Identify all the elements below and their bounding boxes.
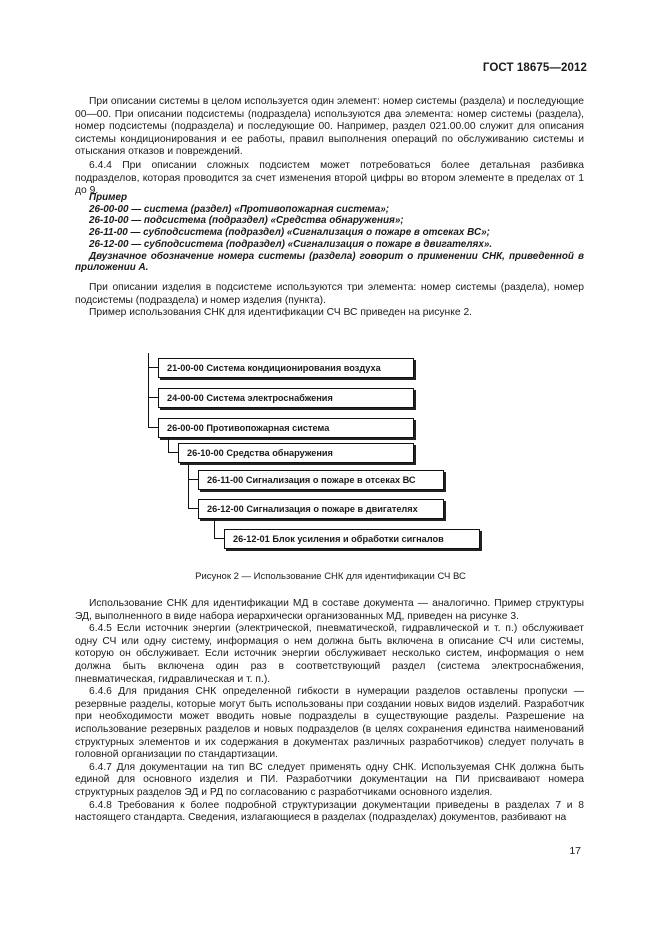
diagram-box-26-10-00: 26-10-00 Средства обнаружения bbox=[178, 443, 414, 463]
branch-line bbox=[188, 479, 198, 480]
standard-header: ГОСТ 18675—2012 bbox=[482, 62, 587, 74]
diagram-box-21-00-00: 21-00-00 Система кондиционирования воздуха bbox=[158, 358, 414, 378]
branch-line bbox=[168, 452, 178, 453]
paragraph-6-4-4: 6.4.4 При описании сложных подсистем может потребоваться более детальная разбивка подразделов, которая проводится за счет изменения второй цифры во втором элементе в пределах от 1 до 9. bbox=[75, 159, 584, 197]
diagram-box-26-12-00: 26-12-00 Сигнализация о пожаре в двигателях bbox=[198, 499, 444, 519]
example-line: 26-10-00 — подсистема (подраздел) «Средства обнаружения»; bbox=[89, 215, 404, 227]
branch-line bbox=[188, 508, 198, 509]
example-line: 26-12-00 — субподсистема (подраздел) «Сигнализация о пожаре в двигателях». bbox=[89, 238, 493, 250]
diagram-box-26-11-00: 26-11-00 Сигнализация о пожаре в отсеках ВС bbox=[198, 470, 444, 490]
example-line: 26-00-00 — система (раздел) «Противопожарная система»; bbox=[89, 203, 390, 215]
example-title: Пример bbox=[89, 192, 127, 203]
example-line: 26-11-00 — субподсистема (подраздел) «Сигнализация о пожаре в отсеках ВС»; bbox=[89, 227, 490, 239]
paragraph-product-description: При описании изделия в подсистеме используются три элемента: номер системы (раздела), номер подсистемы (подраздела) и номер изделия (пункта). bbox=[75, 282, 584, 306]
diagram-box-26-00-00: 26-00-00 Противопожарная система bbox=[158, 418, 414, 438]
branch-line bbox=[148, 397, 158, 398]
branch-line bbox=[214, 538, 224, 539]
paragraph-6-4-8: 6.4.8 Требования к более подробной структуризации документации приведены в разделах 7 и 8 настоящего стандарта. Сведения, излагающиеся в разделах (подразделах) документов, разбивают на bbox=[75, 799, 584, 824]
paragraph-6-4-7: 6.4.7 Для документации на тип ВС следует применять одну СНК. Используемая СНК должна быть единой для основного изделия и ПИ. Разработчики документации на ПИ присваивают номера структурных разделов ЭД и РД по согласованию с разработчиками основного изделия. bbox=[75, 761, 584, 798]
page-number: 17 bbox=[569, 845, 581, 857]
trunk-line bbox=[188, 463, 189, 509]
example-block bbox=[75, 192, 584, 274]
branch-line bbox=[148, 427, 158, 428]
example-note: Двузначное обозначение номера системы (раздела) говорит о применении СНК, приведенной в приложении А. bbox=[75, 250, 584, 274]
trunk-line bbox=[168, 438, 169, 453]
diagram-box-24-00-00: 24-00-00 Система электроснабжения bbox=[158, 388, 414, 408]
figure-caption: Рисунок 2 — Использование СНК для идентификации СЧ ВС bbox=[195, 571, 466, 582]
intro-paragraphs bbox=[75, 96, 584, 198]
body-paragraphs bbox=[75, 598, 584, 825]
snk-hierarchy-diagram bbox=[148, 353, 488, 553]
branch-line bbox=[148, 367, 158, 368]
paragraph-6-4-6: 6.4.6 Для придания СНК определенной гибкости в нумерации разделов оставлены пропуски — резервные разделы, которые могут быть использованы при создании новых видов изделий. Разработчик при необходимости может вводить новые подразделы в существующие разделы. Разрешение на использование резервных разделов и новых подразделов (в целях сохранения единства наименований структурных элементов и их содержания в документах различных разработчиков) следует получать в головной организации по стандартизации. bbox=[75, 686, 584, 761]
paragraph-system-description: При описании системы в целом используется один элемент: номер системы (раздела) и последующие 00—00. При описании подсистемы (подраздела) используются два элемента: номер системы (раздела), номер подсистемы (подраздела) и последующие 00. Например, раздел 021.00.00 служит для описания системы кондиционирования и ее работы, правил выполнения операций по обслуживанию системы и отыскания отказов и повреждений. bbox=[75, 96, 584, 158]
trunk-line bbox=[148, 353, 149, 428]
paragraph-md-identification: Использование СНК для идентификации МД в составе документа — аналогично. Пример структуры ЭД, выполненного в виде набора иерархически организованных МД, приведен на рисунке 3. bbox=[75, 598, 584, 622]
trunk-line bbox=[214, 519, 215, 539]
paragraph-figure-reference: Пример использования СНК для идентификации СЧ ВС приведен на рисунке 2. bbox=[89, 307, 473, 319]
product-paragraphs bbox=[75, 282, 584, 320]
diagram-box-26-12-01: 26-12-01 Блок усиления и обработки сигналов bbox=[224, 529, 480, 549]
paragraph-6-4-5: 6.4.5 Если источник энергии (электрической, пневматической, гидравлической и т. п.) обслуживает одну СЧ или одну систему, информация о нем должна быть включена в описание СЧ или системы, которую он обслуживает. Если источник энергии обслуживает несколько систем, информация о нем должна быть включена один раз в соответствующий раздел (система электроснабжения, пневматическая, гидравлическая и т. п.). bbox=[75, 623, 584, 685]
